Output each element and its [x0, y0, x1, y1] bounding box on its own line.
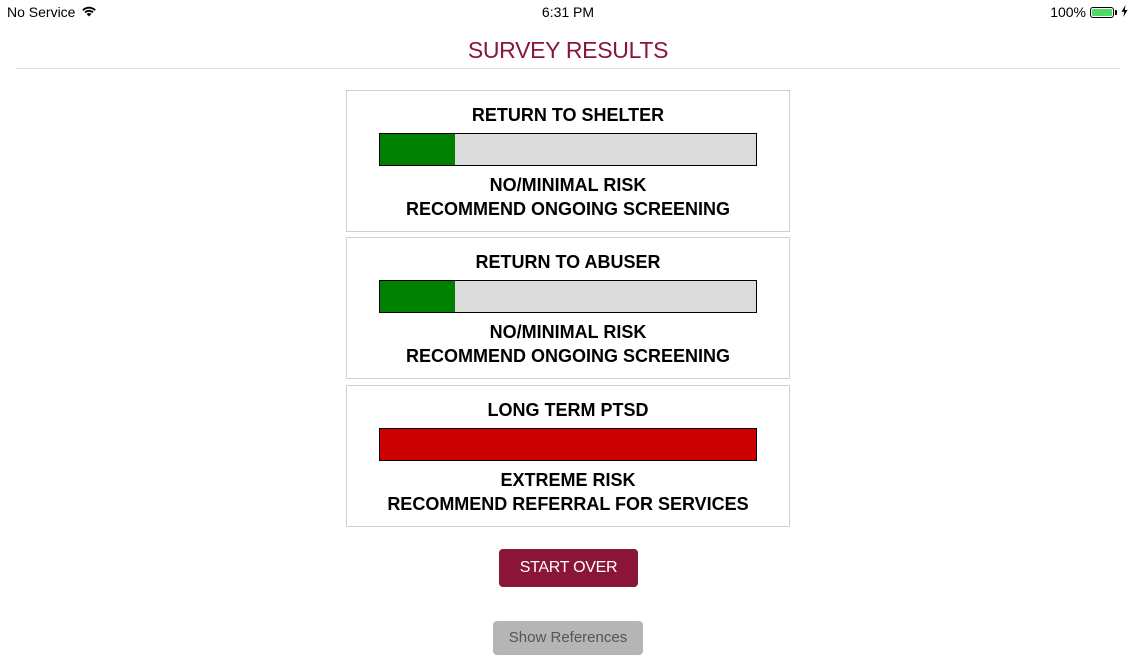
- recommendation-label: RECOMMEND ONGOING SCREENING: [405, 346, 731, 366]
- result-card-shelter: [346, 90, 790, 232]
- risk-level-label: NO/MINIMAL RISK: [489, 175, 647, 195]
- recommendation-label: RECOMMEND ONGOING SCREENING: [405, 199, 731, 219]
- battery-percent: 100%: [1050, 4, 1086, 20]
- result-card-abuser: [346, 237, 790, 379]
- page-title: SURVEY RESULTS: [467, 37, 669, 63]
- carrier-label: No Service: [7, 4, 76, 20]
- risk-bar: [379, 280, 757, 313]
- risk-level-label: EXTREME RISK: [500, 470, 636, 490]
- battery-level: [1092, 9, 1112, 16]
- clock: 6:31 PM: [541, 4, 595, 20]
- result-title: RETURN TO SHELTER: [471, 105, 665, 125]
- show-references-button[interactable]: Show References: [493, 621, 643, 655]
- charging-bolt-icon: [1121, 4, 1128, 20]
- risk-level-label: NO/MINIMAL RISK: [489, 322, 647, 342]
- result-card-ptsd: [346, 385, 790, 527]
- status-bar: [0, 0, 1136, 24]
- start-over-button[interactable]: START OVER: [499, 549, 638, 587]
- risk-bar-fill: [380, 429, 756, 460]
- battery-cap: [1115, 10, 1117, 15]
- risk-bar: [379, 428, 757, 461]
- header: [16, 34, 1120, 69]
- risk-bar-fill: [380, 134, 455, 165]
- status-right: [1050, 4, 1128, 20]
- result-title: LONG TERM PTSD: [487, 400, 649, 420]
- result-title: RETURN TO ABUSER: [475, 252, 661, 272]
- recommendation-label: RECOMMEND REFERRAL FOR SERVICES: [387, 494, 749, 514]
- risk-bar-fill: [380, 281, 455, 312]
- risk-bar: [379, 133, 757, 166]
- battery-icon: [1090, 7, 1114, 18]
